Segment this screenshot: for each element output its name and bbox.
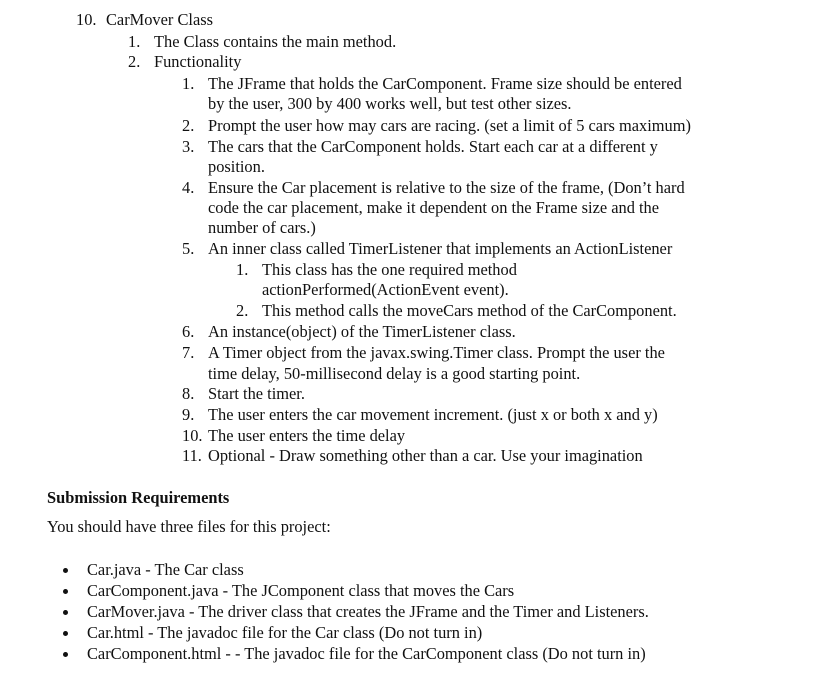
list-item: 4. Ensure the Car placement is relative to the size of the frame, (Don’t hard xyxy=(182,178,685,197)
section-title: CarMover Class xyxy=(106,10,213,29)
file-list-item: CarComponent.java - The JComponent class that moves the Cars xyxy=(87,581,515,600)
list-item-continuation: code the car placement, make it dependent on the Frame size and the xyxy=(208,198,660,217)
list-item: 7. A Timer object from the javax.swing.Timer class. Prompt the user the xyxy=(182,343,665,362)
list-item: 1. The JFrame that holds the CarComponent. Frame size should be entered xyxy=(182,74,682,93)
list-item: 6. An instance(object) of the TimerListener class. xyxy=(182,322,516,341)
file-list-item: Car.html - The javadoc file for the Car class (Do not turn in) xyxy=(87,623,483,642)
bullet-dot xyxy=(63,568,68,573)
list-item-continuation: number of cars.) xyxy=(208,218,316,237)
list-item: 2. Prompt the user how may cars are racing. (set a limit of 5 cars maximum) xyxy=(182,116,691,135)
section-number: 10. xyxy=(76,10,97,29)
list-item-continuation: time delay, 50-millisecond delay is a good starting point. xyxy=(208,364,581,383)
bullet-dot xyxy=(63,610,68,615)
list-item-continuation: position. xyxy=(208,157,265,176)
bullet-dot xyxy=(63,589,68,594)
list-item: 1. The Class contains the main method. xyxy=(128,32,397,51)
bullet-dot xyxy=(63,652,68,657)
list-item: 9. The user enters the car movement increment. (just x or both x and y) xyxy=(182,405,658,424)
list-item: 8. Start the timer. xyxy=(182,384,305,403)
section-heading xyxy=(76,10,213,30)
nested-list-item: 1. This class has the one required method xyxy=(236,260,517,279)
list-item: 3. The cars that the CarComponent holds. Start each car at a different y xyxy=(182,137,658,156)
submission-intro: You should have three files for this project: xyxy=(47,517,331,536)
list-item-continuation: by the user, 300 by 400 works well, but test other sizes. xyxy=(208,94,572,113)
nested-list-item: 2. This method calls the moveCars method of the CarComponent. xyxy=(236,301,677,320)
nested-list-item-continuation: actionPerformed(ActionEvent event). xyxy=(262,280,509,299)
file-list-item: Car.java - The Car class xyxy=(87,560,244,579)
submission-heading: Submission Requirements xyxy=(47,488,230,507)
list-item: 2. Functionality xyxy=(128,52,242,71)
file-list-item: CarMover.java - The driver class that creates the JFrame and the Timer and Listeners. xyxy=(87,602,649,621)
bullet-dot xyxy=(63,631,68,636)
list-item: 11. Optional - Draw something other than a car. Use your imagination xyxy=(182,446,643,465)
list-item: 5. An inner class called TimerListener that implements an ActionListener xyxy=(182,239,673,258)
list-item: 10. The user enters the time delay xyxy=(182,426,406,445)
file-list-item: CarComponent.html - - The javadoc file for the CarComponent class (Do not turn in) xyxy=(87,644,646,663)
